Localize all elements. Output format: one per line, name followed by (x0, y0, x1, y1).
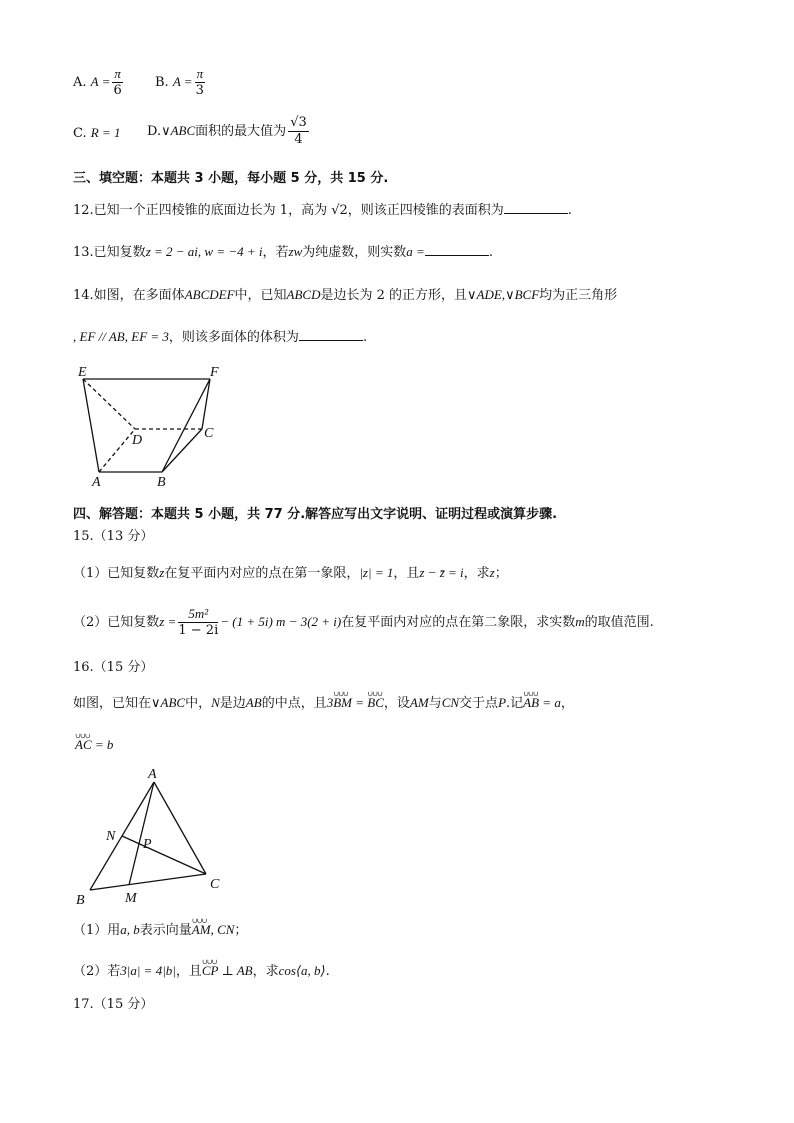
label-B: B (76, 893, 85, 908)
answer-blank[interactable] (425, 243, 489, 256)
question-17-number: 17.（15 分） (73, 997, 154, 1012)
question-14-line2: , EF // AB, EF = 3，则该多面体的体积为 . (73, 329, 368, 345)
label-M: M (125, 891, 137, 906)
question-16-number: 16.（15 分） (73, 660, 154, 675)
section4-heading: 四、解答题：本题共 5 小题，共 77 分.解答应写出文字说明、证明过程或演算步骤. (73, 507, 558, 522)
label-C: C (210, 877, 220, 892)
answer-blank[interactable] (504, 201, 568, 214)
edge-AD-hidden (99, 429, 135, 472)
question-16-line2: ∪∪∪ AC = b (75, 736, 113, 755)
question-16-line1: 如图，已知在∨ABC中，N是边AB的中点，且3∪∪∪ BM = ∪∪∪ BC，设AM与CN交于点P.记∪∪∪ AB = a， (73, 694, 574, 713)
label-C: C (204, 426, 214, 441)
label-B: B (157, 475, 166, 490)
segment-AM (129, 782, 154, 885)
polyhedron-figure (70, 362, 230, 492)
question-15-number: 15.（13 分） (73, 529, 154, 544)
option-b: B. A = $\frac{\pi}{3}$ (155, 66, 204, 98)
question-13: 13.已知复数z = 2 − ai, w = −4 + i，若zw为纯虚数，则实数a = . (73, 244, 493, 260)
question-15-part2: （2）已知复数z = $\frac{\text{5m²}}{1 - 2i}$ − (1 + 5i) m − 3(2 + i)在复平面内对应的点在第二象限，求实数m的取值范围. (73, 606, 654, 638)
option-c: C. R = 1 (73, 125, 121, 141)
edge-EA (83, 379, 99, 472)
label-E: E (78, 365, 87, 380)
question-12: 12.已知一个正四棱锥的底面边长为 1，高为 √2，则该正四棱锥的表面积为 . (73, 203, 572, 218)
triangle-figure (70, 762, 230, 910)
option-a: A. A = $\frac{\pi}{6}$ (73, 66, 122, 98)
option-d: D.∨ABC面积的最大值为 $\frac{√3}{4}$ (147, 115, 307, 147)
label-P: P (143, 837, 152, 852)
fraction: $\frac{√3}{4}$ (290, 115, 307, 147)
question-14-line1: 14.如图，在多面体ABCDEF中，已知ABCD是边长为 2 的正方形，且∨ADE,∨BCF均为正三角形 (73, 287, 618, 303)
side-AC (154, 782, 206, 874)
label-A: A (92, 475, 101, 490)
fraction: $\frac{\pi}{3}$ (195, 66, 204, 98)
label-F: F (210, 365, 219, 380)
label-N: N (106, 829, 116, 844)
section3-heading: 三、填空题：本题共 3 小题，每小题 5 分，共 15 分. (73, 171, 389, 186)
edge-BC (162, 429, 202, 472)
fraction: $\frac{\text{5m²}}{1 - 2i}$ (178, 606, 219, 638)
question-16-part2: （2）若3|a| = 4|b|，且∪∪∪ CP ⊥ AB，求cos⟨a, b⟩. (73, 962, 330, 981)
fraction: $\frac{\pi}{6}$ (113, 66, 122, 98)
question-16-part1: （1）用a, b表示向量∪∪∪ AM, CN； (73, 921, 247, 940)
label-D: D (132, 433, 143, 448)
segment-NC (122, 836, 206, 874)
side-BC (90, 874, 206, 890)
question-15-part1: （1）已知复数z在复平面内对应的点在第一象限，|z| = 1，且z − z̄ = i，求z； (73, 565, 508, 581)
label-A: A (148, 767, 157, 782)
answer-blank[interactable] (299, 328, 363, 341)
